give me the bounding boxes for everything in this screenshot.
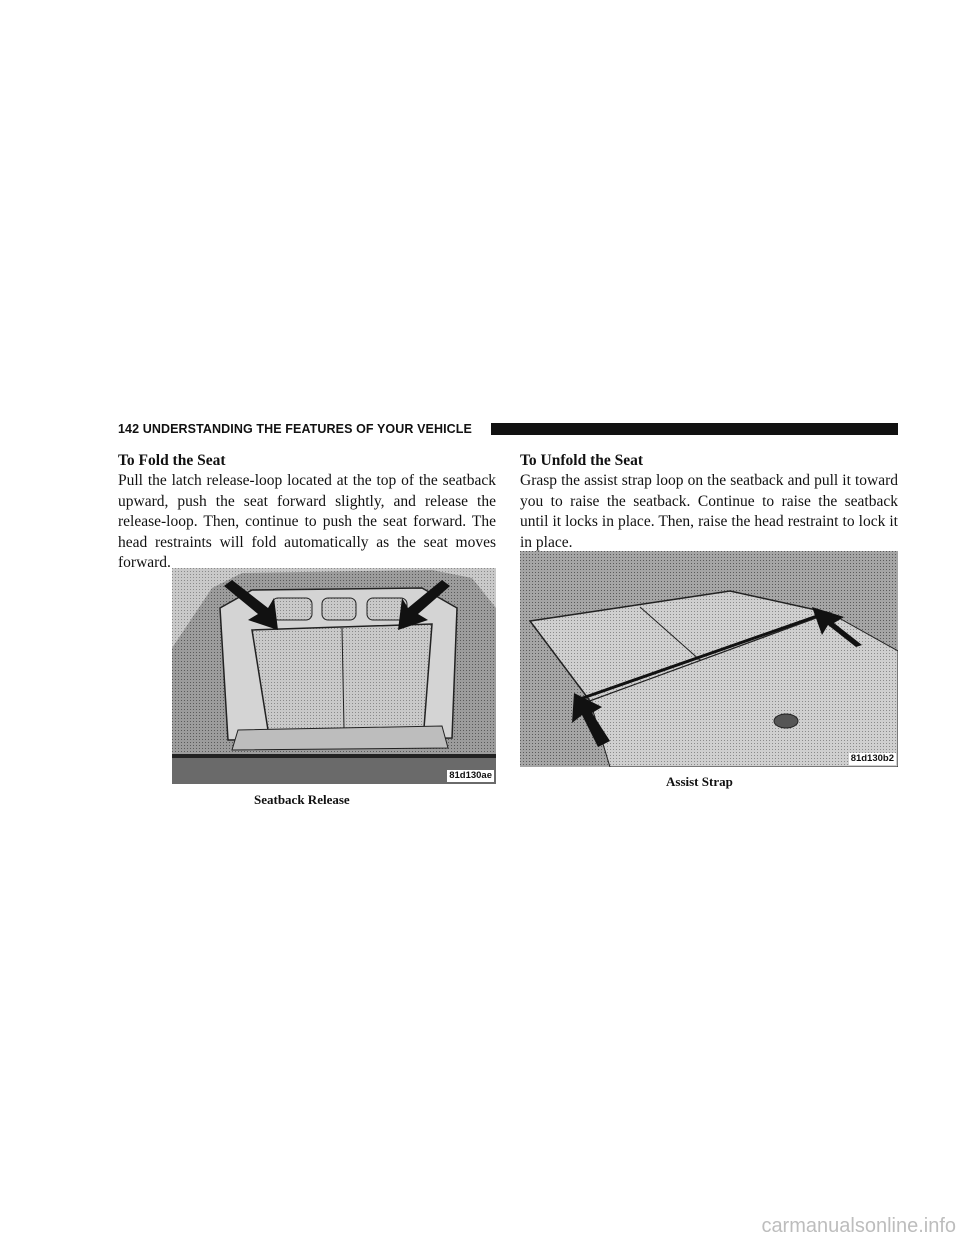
fold-seat-section: [118, 450, 496, 574]
page-header: [118, 420, 898, 438]
fold-seat-heading: To Fold the Seat: [118, 452, 226, 469]
figure-code-right: 81d130b2: [850, 753, 894, 764]
figure-code-left: 81d130ae: [449, 770, 492, 781]
watermark: carmanualsonline.info: [761, 1215, 956, 1237]
unfold-seat-heading: To Unfold the Seat: [520, 452, 644, 469]
assist-strap-illustration: [520, 551, 898, 767]
page-header-text: 142 UNDERSTANDING THE FEATURES OF YOUR VEHICLE: [118, 422, 472, 436]
header-rule: [491, 423, 898, 435]
assist-strap-drawing: [520, 551, 898, 767]
unfold-seat-section: [520, 450, 898, 553]
fold-seat-text: Pull the latch release-loop located at the top of the seatback upward, push the seat forward slightly, and release the release-loop. Then, continue to push the seat forward. The head restraints will fold automatically as the seat moves forward.: [118, 472, 496, 571]
unfold-seat-text: Grasp the assist strap loop on the seatback and pull it toward you to raise the seatback. Continue to raise the seatback until it locks in place. Then, raise the head restraint to lock it in place.: [520, 472, 898, 551]
seatback-release-illustration: [172, 568, 496, 784]
assist-strap-caption: Assist Strap: [666, 774, 733, 789]
seatback-release-caption: Seatback Release: [254, 792, 350, 807]
seatback-release-drawing: [172, 568, 496, 784]
